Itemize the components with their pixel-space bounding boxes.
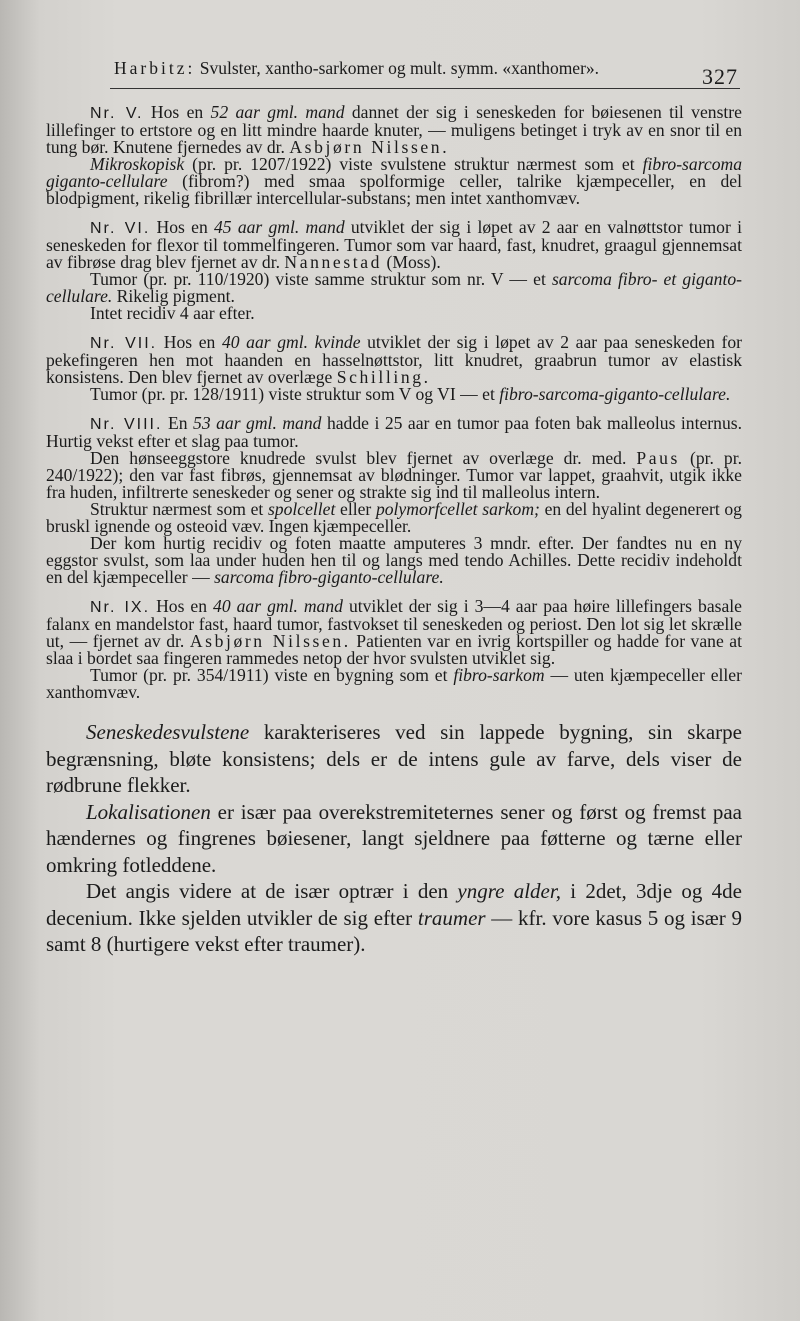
italic-run: Mikroskopisk <box>90 154 185 174</box>
case-paragraph <box>46 386 742 403</box>
text-run: Der kom hurtig recidiv og foten maatte amputeres 3 mndr. efter. Der fandtes nu en ny eggstor svulst, som laa under huden hen til og langs med tendo Achilles. Dette recidiv indeholdt en del kjæmpeceller — <box>46 533 742 587</box>
text-run: Hos en <box>150 102 211 122</box>
text-run: Tumor (pr. pr. 128/1911) viste struktur som V og VI — et <box>90 384 500 404</box>
case-paragraph <box>46 415 742 450</box>
text-run: — kfr. vore kasus 5 og især 9 samt 8 (hurtigere vekst efter traumer). <box>46 905 742 956</box>
case-vi <box>46 219 742 322</box>
italic-run: 40 aar gml. mand <box>213 596 343 616</box>
case-ix <box>46 598 742 701</box>
italic-run: sarcoma fibro- et giganto-cellulare. <box>46 269 742 306</box>
text-run: karakteriseres ved sin lappede bygning, sin skarpe begrænsning, bløte konsistens; dels er de intens gule av farve, dels viser de rødbrune flekker. <box>46 720 742 797</box>
case-paragraph <box>46 271 742 305</box>
summary-paragraph <box>46 799 742 879</box>
text-run: (pr. pr. 1207/1922) viste svulstene struktur nærmest som et <box>184 154 643 174</box>
case-label: Nr. IX. <box>90 599 151 616</box>
author-name: Harbitz: <box>114 58 196 78</box>
text-run: en del hyalint degenerert og bruskl ignende og osteoid væv. Ingen kjæmpeceller. <box>46 499 742 536</box>
case-v <box>46 104 742 207</box>
case-paragraph <box>46 104 742 156</box>
text-run: Det angis videre at de især optrær i den <box>86 879 458 903</box>
italic-run: traumer <box>417 905 486 930</box>
spaced-name: Asbjørn Nilssen. <box>189 631 351 651</box>
case-paragraph <box>46 219 742 271</box>
text-run: utviklet der sig i løpet av 2 aar paa seneskeden for pekefingeren hen mot haanden en hasselnøttstor, litt knudret, graabrun tumor av elastisk konsistens. Den blev fjernet av overlæge <box>46 332 742 387</box>
case-vii <box>46 334 742 403</box>
italic-run: Seneskedesvulstene <box>86 720 250 744</box>
page-number: 327 <box>702 64 738 89</box>
text-run: dannet der sig i seneskeden for bøiesenen til venstre lillefinger to ertstore og en litt mindre haarde knuter, — muligens betinget i tryk av en snor til en tung bør. Knutene fjernedes av dr. <box>46 102 742 157</box>
text-run: En <box>167 413 194 433</box>
italic-run: 40 aar gml. kvinde <box>221 332 361 352</box>
italic-run: fibro-sarcoma giganto-cellulare <box>46 154 742 191</box>
italic-run: yngre alder, <box>457 879 561 903</box>
italic-run: Lokalisationen <box>86 799 211 824</box>
summary-paragraph <box>46 719 742 799</box>
italic-run: 53 aar gml. mand <box>193 413 322 433</box>
case-viii <box>46 415 742 586</box>
italic-run: 45 aar gml. mand <box>213 217 345 237</box>
italic-run: fibro-sarkom <box>453 665 545 685</box>
case-paragraph <box>46 501 742 535</box>
spaced-name: Asbjørn Nilssen. <box>289 137 450 157</box>
case-paragraph <box>46 667 742 701</box>
case-paragraph <box>46 156 742 207</box>
text-run: utviklet der sig i 3—4 aar paa høire lillefingers basale falanx en mandelstor fast, haard tumor, fastvokset til seneskeden og periost. Den lot sig let skrælle ut, — fjernet av dr. <box>46 596 742 651</box>
case-paragraph <box>46 334 742 386</box>
case-paragraph <box>46 535 742 586</box>
case-paragraph <box>46 450 742 501</box>
case-paragraph: Intet recidiv 4 aar efter. <box>90 303 255 323</box>
text-run: Den hønseeggstore knudrede svulst blev fjernet av overlæge dr. med. <box>90 448 637 468</box>
text-run: Struktur nærmest som et <box>90 499 268 519</box>
text-run: Patienten var en ivrig kortspiller og hadde for vane at slaa i bordet saa fingeren rammedes netop der hvor svulsten utviklet sig. <box>46 631 742 668</box>
text-run: Hos en <box>156 217 214 237</box>
spaced-name: Paus <box>636 448 680 468</box>
text-run: eller <box>335 499 376 519</box>
case-paragraph <box>46 598 742 667</box>
italic-run: spolcellet <box>267 499 336 519</box>
text-run: — uten kjæmpeceller eller xanthomvæv. <box>46 665 742 702</box>
italic-run: polymorfcellet sarkom; <box>375 499 540 519</box>
text-run: Hos en <box>156 596 214 616</box>
text-run: (fibrom?) med smaa spolformige celler, talrike kjæmpeceller, en del blodpigment, rikelig fibrillær intercellular-substans; men intet xanthomvæv. <box>46 171 742 208</box>
summary-section <box>46 719 742 958</box>
text-run: (pr. pr. 240/1922); den var fast fibrøs, gjennemsat av blødninger. Tumor var lappet, graahvit, utgik ikke fra huden, infiltrerte seneskeder og sener og strakte sig ind til malleolus intern. <box>46 448 742 502</box>
text-run: Tumor (pr. pr. 110/1920) viste samme struktur som nr. V — et <box>90 269 552 289</box>
text-run: (Moss). <box>382 252 441 272</box>
summary-paragraph <box>46 878 742 958</box>
italic-run: 52 aar gml. mand <box>210 102 345 122</box>
case-label: Nr. VIII. <box>90 416 163 433</box>
case-label: Nr. V. <box>90 105 144 122</box>
spaced-name: Nannestad <box>284 252 383 272</box>
text-run: Hos en <box>163 332 222 352</box>
text-run: er især paa overekstremiteternes sener og først og fremst paa hændernes og fingrenes bøiesener, langt sjeldnere paa føtterne og tærne eller omkring fotleddene. <box>46 799 742 877</box>
running-header <box>110 52 740 89</box>
running-title <box>114 58 599 79</box>
article-title: Svulster, xantho-sarkomer og mult. symm. «xanthomer». <box>199 58 600 78</box>
text-run: Rikelig pigment. <box>112 286 235 306</box>
text-run: hadde i 25 aar en tumor paa foten bak malleolus internus. Hurtig vekst efter et slag paa tumor. <box>46 413 742 451</box>
text-run: i 2det, 3dje og 4de decenium. Ikke sjelden utvikler de sig efter <box>46 879 742 930</box>
text-run: Tumor (pr. pr. 354/1911) viste en bygning som et <box>90 665 454 685</box>
italic-run: fibro-sarcoma-giganto-cellulare. <box>499 384 731 404</box>
page-body <box>46 104 742 958</box>
italic-run: sarcoma fibro-giganto-cellulare. <box>214 567 444 587</box>
spaced-name: Schilling. <box>336 367 431 387</box>
case-label: Nr. VII. <box>90 335 158 352</box>
case-label: Nr. VI. <box>90 220 151 237</box>
text-run: utviklet der sig i løpet av 2 aar en valnøttstor tumor i seneskeden for flexor til tommelfingeren. Tumor som var haard, fast, knudret, graagul gjennemsat av fibrøse drag blev fjernet av dr. <box>46 217 742 272</box>
